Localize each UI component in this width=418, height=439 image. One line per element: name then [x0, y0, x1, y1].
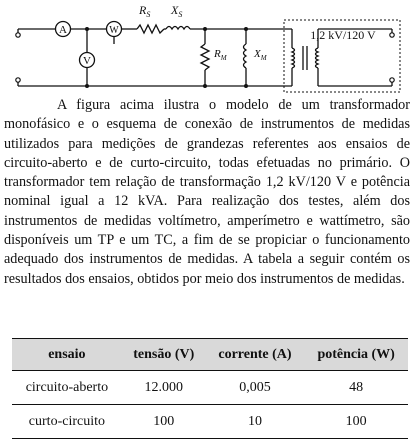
- cell-corrente: 10: [206, 405, 305, 439]
- transformer-circuit-diagram: [0, 0, 418, 96]
- cell-potencia: 48: [304, 371, 408, 405]
- results-table: [12, 338, 408, 439]
- rs-label: $R_S$: [139, 3, 151, 19]
- output-terminal-top: [390, 33, 394, 37]
- cell-corrente: 0,005: [206, 371, 305, 405]
- cell-potencia: 100: [304, 405, 408, 439]
- header-tensao: tensão (V): [122, 339, 206, 371]
- xm-inductor: [244, 44, 247, 68]
- cell-tensao: 100: [122, 405, 206, 439]
- cell-tensao: 12.000: [122, 371, 206, 405]
- voltmeter-label: V: [83, 55, 91, 67]
- header-corrente: corrente (A): [206, 339, 305, 371]
- input-terminal-top: [16, 33, 20, 37]
- transformer-secondary-winding: [316, 48, 319, 68]
- table-row: [12, 371, 408, 405]
- input-terminal-bottom: [16, 78, 20, 82]
- wattmeter-label: W: [109, 25, 119, 36]
- output-terminal-bottom: [390, 78, 394, 82]
- xs-inductor: [166, 27, 190, 30]
- header-potencia: potência (W): [304, 339, 408, 371]
- ratio-label: 1,2 kV/120 V: [310, 28, 376, 42]
- table-header-row: [12, 339, 408, 371]
- xs-label: $X_S$: [171, 3, 183, 19]
- transformer-primary-winding: [292, 48, 295, 68]
- cell-ensaio: curto-circuito: [12, 405, 122, 439]
- ammeter-label: A: [59, 24, 67, 36]
- xm-label: $X_M$: [254, 48, 267, 62]
- table-row: [12, 405, 408, 439]
- rs-resistor: [137, 25, 164, 33]
- rm-label: $R_M$: [214, 48, 227, 62]
- header-ensaio: ensaio: [12, 339, 122, 371]
- description-paragraph: A figura acima ilustra o modelo de um transformador monofásico e o esquema de conexão de instrumentos de medidas utilizados para medições de grandezas referentes aos ensaios de circuito-aberto e de curto-circuito, todas efetuadas no primário. O transformador tem relação de transformação 1,2 kV/120 V e potência nominal igual a 12 kVA. Para realização dos testes, além dos instrumentos de medidas voltímetro, amperímetro e wattímetro, são disponíveis um TP e um TC, a fim de se propiciar o funcionamento adequado dos instrumentos de medidas. A tabela a seguir contém os resultados dos ensaios, obtidos por meio dos instrumentos de medidas.: [4, 97, 410, 287]
- rm-resistor: [201, 44, 209, 70]
- cell-ensaio: circuito-aberto: [12, 371, 122, 405]
